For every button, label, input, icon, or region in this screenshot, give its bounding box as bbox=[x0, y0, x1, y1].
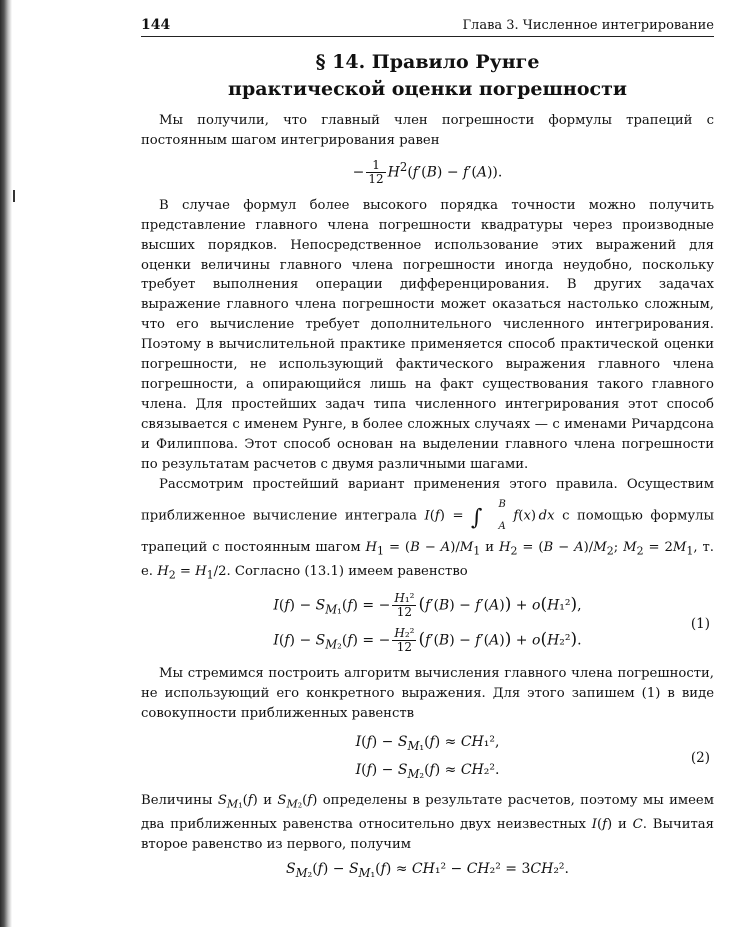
equation-number-2: (2) bbox=[690, 749, 710, 766]
formula-difference: $S_{M_2}(f) - S_{M_1}(f) \approx CH_1^2 - CH_2^2 = 3CH_2^2$. bbox=[285, 860, 569, 880]
equation-number-1: (1) bbox=[690, 615, 710, 632]
paragraph-3: Рассмотрим простейший вариант применения этого правила. Осуществим приближенное вычисление интеграла I(f) = ∫ B A f(x) dx с помощью формулы трапеций с постоянным шагом $H_1 = (B - A)/M_1$ и $H_2 = (B - A)/M_2$; $M_2 = 2M_1$, т. е. $H_2 = H_1/2$. Согласно (13.1) имеем равенство bbox=[141, 476, 714, 582]
formula-trapezoid-error: − $\frac{1}{12}$ $H^2(f'(B) - f'(A))$. bbox=[352, 157, 503, 186]
paragraph-2: В случае формул более высокого порядка точности можно получить представление главного члена погрешности квадратуры через производные высших порядков. Непосредственное использование этих выражений для оценки величины главного члена погрешности иногда неудобно, поскольку требует выполнения операции дифференцирования. В других задачах выражение главного члена погрешности может оказаться настолько сложным, что его вычисление требует дополнительного численного интегрирования. Поэтому в вычислительной практике применяется способ практической оценки погрешности, не использующий фактического выражения главного члена погрешности, а опирающийся лишь на факт существования такого главного члена. Для простейших задач типа численного интегрирования этот способ связывается с именем Рунге, в более сложных случаях — с именами Ричардсона и Филиппова. Этот способ основан на выделении главного члена погрешности по результатам расчетов с двумя различными шагами. bbox=[141, 197, 714, 472]
scan-binding-edge bbox=[0, 0, 12, 927]
equation-1b: $I(f) - S_{M_2}(f)$ = − $\frac{\text{H₂²}}{12}$ (f′(B) − f′(A)) + o(H₂²). bbox=[273, 625, 582, 654]
equation-1a: $I(f) - S_{M_1}(f)$ = − $\frac{\text{H₁²}}{12}$ (f′(B) − f′(A)) + o(H₁²), bbox=[273, 590, 582, 619]
equation-system-1 bbox=[141, 592, 714, 657]
section-title-line1: § 14. Правило Рунге bbox=[315, 51, 540, 73]
paragraph-1: Мы получили, что главный член погрешности формулы трапеций с постоянным шагом интегрирования равен bbox=[141, 113, 714, 148]
running-head bbox=[141, 17, 714, 37]
paragraph-5: Величины $S_{M_1}(f)$ и $S_{M_2}(f)$ определены в результате расчетов, поэтому мы имеем два приближенных равенства относительно двух неизвестных I(f) и C. Вычитая второе равенство из первого, получим bbox=[141, 793, 714, 852]
equation-system-2 bbox=[141, 730, 714, 786]
equation-2a: $I(f) - S_{M_1}(f) \approx CH_1^2$, bbox=[355, 733, 500, 753]
page-number: 144 bbox=[141, 17, 171, 33]
book-page bbox=[141, 17, 714, 880]
scan-mark bbox=[13, 190, 15, 202]
section-title bbox=[141, 49, 714, 103]
chapter-title: Глава 3. Численное интегрирование bbox=[462, 18, 714, 33]
section-title-line2: практической оценки погрешности bbox=[228, 78, 627, 100]
equation-2b: $I(f) - S_{M_2}(f) \approx CH_2^2$. bbox=[355, 761, 500, 781]
paragraph-4: Мы стремимся построить алгоритм вычисления главного члена погрешности, не использующий его конкретного выражения. Для этого запишем (1) в виде совокупности приближенных равенств bbox=[141, 666, 714, 721]
